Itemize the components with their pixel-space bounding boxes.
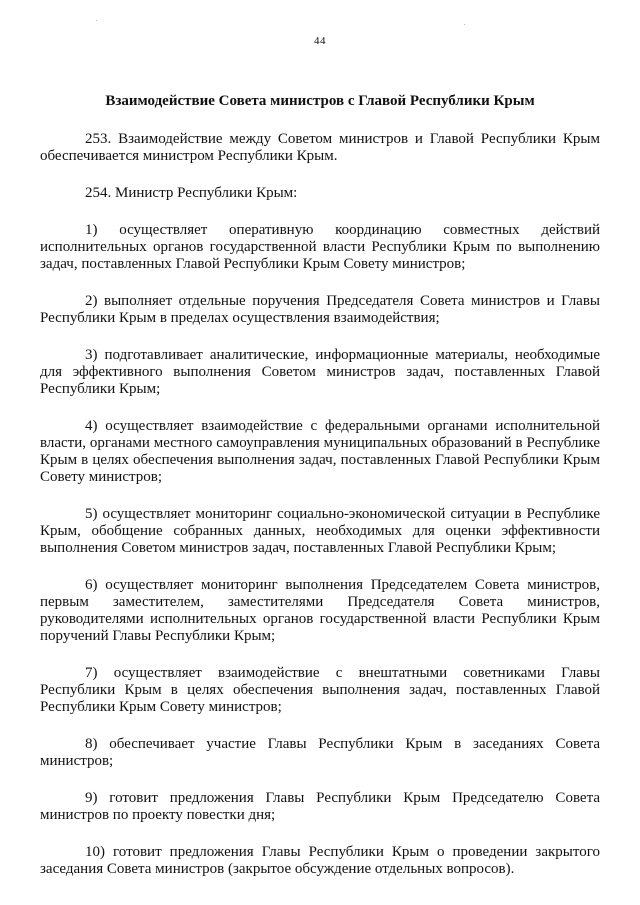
list-item-3: 3) подготавливает аналитические, информационные материалы, необходимые для эффективного выполнения Советом министров задач, поставленных Главой Республики Крым; <box>40 347 600 397</box>
list-item-8: 8) обеспечивает участие Главы Республики Крым в заседаниях Совета министров; <box>40 736 600 769</box>
list-item-5: 5) осуществляет мониторинг социально-экономической ситуации в Республике Крым, обобщение собранных данных, необходимых для оценки эффективности выполнения Советом министров задач, поставленных Главой Республики Крым; <box>40 506 600 556</box>
paragraph-254: 254. Министр Республики Крым: <box>85 185 298 201</box>
list-item-9: 9) готовит предложения Главы Республики Крым Председателю Совета министров по проекту повестки дня; <box>40 790 600 823</box>
list-item-4: 4) осуществляет взаимодействие с федеральными органами исполнительной власти, органами местного самоуправления муниципальных образований в Республике Крым в целях обеспечения выполнения задач, поставленных Главой Республики Крым Совету министров; <box>40 418 600 485</box>
page-number: 44 <box>314 35 326 47</box>
paragraph-253: 253. Взаимодействие между Советом министров и Главой Республики Крым обеспечивается министром Республики Крым. <box>40 131 600 164</box>
scan-speck <box>464 24 465 25</box>
scan-speck <box>96 20 97 21</box>
list-item-2: 2) выполняет отдельные поручения Председателя Совета министров и Главы Республики Крым в пределах осуществления взаимодействия; <box>40 293 600 326</box>
section-heading: Взаимодействие Совета министров с Главой Республики Крым <box>105 93 535 109</box>
list-item-10: 10) готовит предложения Главы Республики Крым о проведении закрытого заседания Совета министров (закрытое обсуждение отдельных вопросов). <box>40 844 600 877</box>
document-body <box>40 131 600 898</box>
list-item-6: 6) осуществляет мониторинг выполнения Председателем Совета министров, первым заместителем, заместителями Председателя Совета министров, руководителями исполнительных органов государственной власти Республики Крым поручений Главы Республики Крым; <box>40 577 600 644</box>
list-item-1: 1) осуществляет оперативную координацию совместных действий исполнительных органов государственной власти Республики Крым по выполнению задач, поставленных Главой Республики Крым Совету министров; <box>40 222 600 272</box>
list-item-7: 7) осуществляет взаимодействие с внештатными советниками Главы Республики Крым в целях обеспечения выполнения задач, поставленных Главой Республики Крым Совету министров; <box>40 665 600 715</box>
